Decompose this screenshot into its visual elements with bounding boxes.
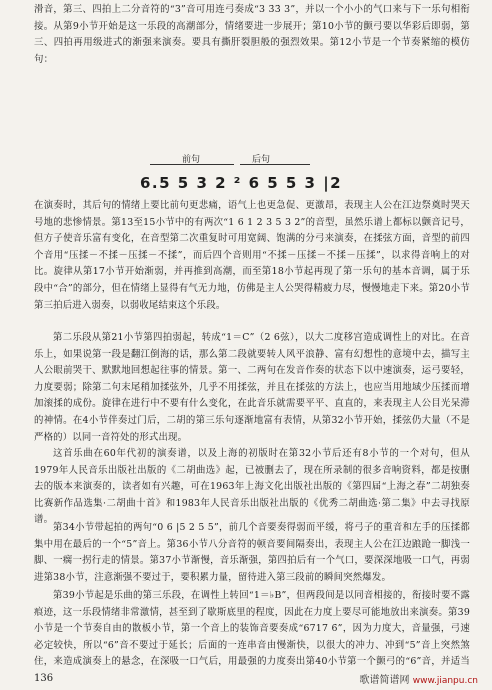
paragraph-4: 这首乐曲在60年代初的演奏谱，以及上海的初版时在第32小节后还有8小节的一个对句，但从1979年人民音乐出版社出版的《二胡曲选》起，已被删去了，现在所录制的很多音响资料，都是按删去的版本来演奏的，读者如有兴趣，可在1963年上海文化出版社出版的《第四届“上海之春”二胡独奏比赛新作品选集·二胡曲十首》和1983年人民音乐出版社出版的《优秀二胡曲选·第二集》中去寻找原谱。 — [34, 448, 470, 526]
front-phrase-label: 前句 — [182, 155, 201, 165]
back-phrase-label: 后句 — [252, 155, 271, 165]
page-number: 136 — [34, 673, 54, 684]
watermark-domain: www.jianpu.cn — [412, 676, 478, 686]
paragraph-3: 第二乐段从第21小节第四拍弱起，转成“1＝C”（2 6弦），以大二度移宫造成调性上的对比。在音乐上，如果说第一段是翻江倒海的话，那么第二段就要转人风平浪静、富有幻想性的意境中去，描写主人公眼前哭干、默默地回想起往事的情景。第一、二两句在发音作奏的状态下以中速演奏，运弓要轻，力度要弱；除第二句末尾稍加揉弦外，几乎不用揉弦，并且在揉弦的方法上，也应当用地域少压揉而增加滚揉的成份。旋律在进行中不要有什么变化，在此音乐就需要平平、直直的，来表现主人公目光呆滞的神情。在4小节伴奏过门后，二胡的第三乐句逐渐地富有表情，从第32小节开始，揉弦仍大量（不是严格的）以同一音符处的形式出现。 — [34, 332, 470, 443]
watermark — [360, 671, 478, 686]
watermark-site: 歌谱简谱网 — [359, 675, 410, 686]
paragraph-2: 在演奏时，其后句的情绪上要比前句更悲痛，语气上也更急促、更激昂，表现主人公在江边祭奠时哭天号地的悲惨情景。第13至15小节中的有两次“1 6 1 2 3 5 3 2”的音型，虽然乐谱上都标以颤音记号，但方子使音乐富有变化，在音型第二次重复时可用宽阔、饱满的分弓来演奏，在揉弦方面，音型的前四个音用“压揉－不揉－压揉－不揉”，而后四个音则用“不揉－压揉－不揉－压揉”，以求得音响上的对比。旋律从第17小节开始渐弱，并再推到高潮，而至第18小节起再现了第一乐句的基本音调，属于乐段中“合”的部分，但在情绪上显得有气无力地，仿佛是主人公哭得精疲力尽，慢慢地走下来。第20小节第三拍后进入弱奏，以弱收尾结束这个乐段。 — [34, 200, 470, 311]
paragraph-1: 滑音，第三、四拍上二分音符的“3”音可用连弓奏成“3 3̇3̇ 3”，并以一个小小的气口来与下一乐句相衔接。从第9小节开始是这一乐段的高潮部分，情绪要进一步展开；第10小节的颤弓要以华彩后即弱，第三、四拍再用级进式的渐强来演奏。要具有撕肝裂胆般的强烈效果。第12小节是一个节奏紧缩的模仿句： — [34, 4, 470, 65]
back-phrase-line — [240, 164, 310, 165]
front-phrase-line — [150, 164, 234, 165]
jianpu-notation-line: 6.5 5 3 2 ² 6 5 5 3 |2 — [140, 174, 343, 192]
paragraph-6: 第39小节起是乐曲的第三乐段，在调性上转回“1＝♭B”，但两段间是以同音相接的，衔接时要不露痕迹，这一乐段情绪非常激情，甚至到了歇斯底里的程度，因此在力度上要尽可能地放出来演奏。第39小节是一个节奏自由的散板小节，第一个音上的装饰音要奏成“6717 6̇”，因为力度大，音量强，弓速必定较快，所以“6”音不要过于延长；后面的一连串音由慢渐快，以很大的冲力、冲到“5”音上突然煞住，来造成演奏上的悬念，在深吸一口气后，用最强的力度奏出第40小节第一个颤弓的“6”音，并适当 — [34, 590, 470, 668]
paragraph-5: 第34小节带起拍的两句“0 6 |5 2 5 5”，前几个音要奏得弱而平缓，将弓子的重音和左手的压揉都集中用在最后的一个“5”音上。第36小节八分音符的顿音要间隔奏出，表现主人公在江边踉跄一脚浅一脚、一瘸一拐行走的情景。第37小节渐慢，音乐渐强，第四拍后有一个气口，要深深地吸一口气，再弱进第38小节，注意渐强不要过于，要积累力量，留待进入第三段前的瞬间突然爆发。 — [34, 522, 470, 583]
